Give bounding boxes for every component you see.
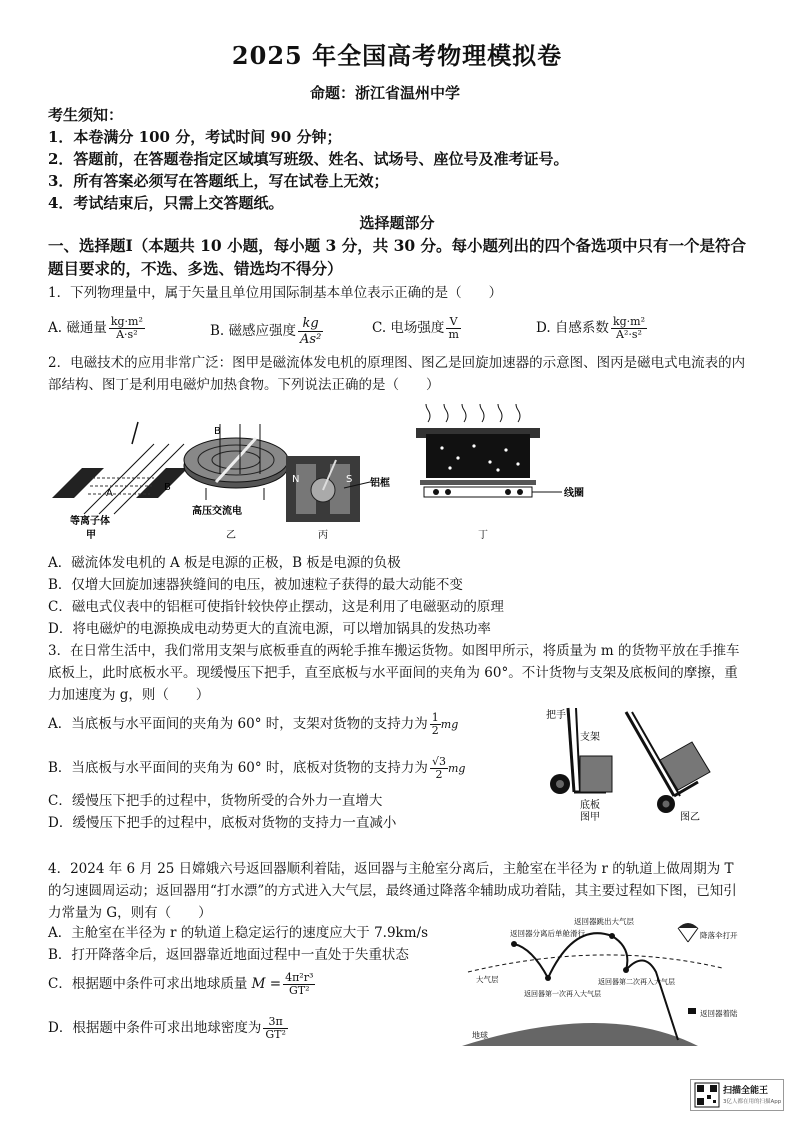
atm-label: 大气层 (476, 975, 499, 984)
fig3-yi-label: 图乙 (680, 812, 700, 823)
out-label: 返回器跳出大气层 (574, 917, 634, 926)
atmosphere-boundary (468, 955, 722, 972)
q1-option-d (536, 316, 647, 341)
scanner-watermark (690, 1079, 784, 1111)
scanner-name: 扫描全能王 (723, 1086, 769, 1096)
q3-a-den: 2 (431, 724, 439, 737)
q3-a-fraction (430, 712, 441, 737)
q1-d-fraction (611, 316, 647, 341)
notice-item: 4．考试结束后，只需上交答题纸。 (48, 194, 284, 212)
pole-s-label: S (346, 474, 353, 485)
sep-label: 返回器分离后单舱滑行 (510, 929, 585, 938)
q3-b-fraction (430, 756, 448, 781)
q1-a-fraction (109, 316, 145, 341)
plate-b-label: B (164, 482, 171, 493)
hv-label: 高压交流电 (192, 506, 242, 517)
q4-figure (462, 912, 752, 1046)
q1-d-label: D. 自感系数 (536, 320, 609, 336)
q3-figure (540, 700, 730, 824)
q4-d-fraction (263, 1016, 288, 1041)
second-label: 返回器第二次再入大气层 (598, 978, 675, 986)
q3-stem: 3．在日常生活中，我们常用支架与底板垂直的两轮手推车搬运货物。如图甲所示，将质量为 m 的货物平放在手推车底板上，此时底板水平。现缓慢压下把手，直至底板与水平面间的夹角为 60°。不计货物与支架及底板间的摩擦，重力加速度为 g，则（ ） (48, 643, 740, 703)
q4-stem: 4．2024 年 6 月 25 日嫦娥六号返回器顺利着陆，返回器与主舱室分离后，主舱室在半径为 r 的轨道上做周期为 T 的匀速圆周运动；返回器用“打水漂”的方式进入大气层，最终通过降落伞辅助成功着陆，其主要过程如下图，已知引力常量为 G，则有（ ） (48, 861, 737, 921)
q1-b-den: As² (300, 332, 322, 347)
cyclotron-diagram (184, 424, 288, 541)
frame-label: 铝框 (370, 478, 390, 489)
induction-coil (424, 487, 532, 497)
q1-option-c (372, 316, 461, 341)
pot (426, 434, 530, 478)
parachute-icon (678, 923, 698, 928)
q3-b-num: √3 (431, 755, 446, 768)
cargo-box (580, 756, 612, 792)
galvanometer-photo (286, 456, 390, 541)
q3-option-a (48, 712, 458, 737)
fig-bing-label: 丙 (318, 530, 328, 541)
notice-item: 2．答题前，在答题卷指定区域填写班级、姓名、试场号、座位号及准考证号。 (48, 150, 569, 168)
q2-option-a: A．磁流体发电机的 A 板是电源的正极，B 板是电源的负极 (48, 555, 401, 571)
q3-b-den: 2 (435, 768, 443, 781)
q1-a-label: A. 磁通量 (48, 320, 107, 336)
q4-c-eq: M = (251, 976, 282, 992)
q4-d-num: 3π (263, 1016, 288, 1029)
plasma-label: 等离子体 (70, 516, 110, 527)
q4-option-b: B．打开降落伞后，返回器靠近地面过程中一直处于失重状态 (48, 947, 409, 963)
q1-c-den: m (448, 328, 459, 341)
base-label: 底板 (580, 800, 600, 811)
q1-d-den: A²·s² (616, 328, 642, 341)
q3-option-c: C．缓慢压下把手的过程中，货物所受的合外力一直增大 (48, 793, 383, 809)
q1-c-num: V (446, 316, 460, 329)
capsule-icon (688, 1008, 696, 1014)
fig-jia-label: 甲 (86, 530, 96, 541)
section-title: 选择题部分 (359, 214, 435, 232)
exam-author: 命题：浙江省温州中学 (310, 84, 461, 102)
earth-surface (462, 1023, 698, 1046)
q3-a-text: A．当底板与水平面间的夹角为 60° 时，支架对货物的支持力为 (48, 716, 428, 732)
cooktop-surface (420, 480, 536, 485)
q2-option-c: C．磁电式仪表中的铝框可使指针较快停止摆动，这是利用了电磁驱动的原理 (48, 599, 504, 615)
chute-label: 降落伞打开 (700, 931, 738, 940)
cart-figure-a (546, 708, 612, 823)
q3-a-tail: mg (440, 718, 459, 731)
q1-stem: 1．下列物理量中，属于矢量且单位用国际制基本单位表示正确的是（ ） (48, 285, 503, 301)
fig-ding-label: 丁 (478, 530, 488, 541)
q4-c-fraction (283, 972, 315, 997)
q2-option-d: D．将电磁炉的电源换成电动势更大的直流电源，可以增加锅具的发热功率 (48, 621, 491, 637)
cart-frame (568, 708, 574, 792)
field-b-label: B (214, 426, 221, 437)
q2-figure (44, 404, 604, 548)
q4-option-a: A．主舱室在半径为 r 的轨道上稳定运行的速度应大于 7.9km/s (48, 925, 429, 941)
land-label: 返回器着陆 (700, 1009, 738, 1018)
induction-cooker-diagram (416, 404, 584, 541)
handle-label: 把手 (546, 710, 566, 721)
qr-code-icon (694, 1082, 720, 1108)
magnet-field-arrow (84, 444, 154, 514)
q1-option-b (210, 316, 323, 347)
notice-item: 3．所有答案必须写在答题纸上，写在试卷上无效； (48, 172, 389, 190)
q4-c-num: 4π²r³ (285, 971, 314, 984)
part-heading: 一、选择题Ⅰ（本题共 10 小题，每小题 3 分，共 30 分。每小题列出的四个备选项中只有一个是符合题目要求的，不选、多选、错选均不得分） (48, 236, 747, 278)
fig-yi-label: 乙 (226, 530, 236, 541)
plate-a (52, 468, 104, 498)
notice-item: 1．本卷满分 100 分，考试时间 90 分钟； (48, 128, 342, 146)
q1-c-label: C. 电场强度 (372, 320, 445, 336)
q1-b-label: B. 磁感应强度 (210, 323, 297, 339)
q1-c-fraction (446, 316, 460, 341)
q4-option-d (48, 1016, 288, 1041)
q1-d-num: kg·m² (612, 315, 645, 328)
q3-option-b (48, 756, 465, 781)
pole-n-label: N (292, 474, 300, 485)
q3-option-d: D．缓慢压下把手的过程中，底板对货物的支持力一直减小 (48, 815, 397, 831)
q1-a-den: A·s² (116, 328, 138, 341)
q2-option-b: B．仅增大回旋加速器狭缝间的电压，被加速粒子获得的最大动能不变 (48, 577, 463, 593)
plate-a-label: A (106, 488, 113, 499)
scanner-sub: 3亿人都在用的扫描App (723, 1099, 782, 1105)
notice-heading: 考生须知： (48, 106, 124, 124)
q2-stem: 2．电磁技术的应用非常广泛：图甲是磁流体发电机的原理图、图乙是回旋加速器的示意图、图丙是磁电式电流表的内部结构、图丁是利用电磁炉加热食物。下列说法正确的是（ ） (48, 355, 746, 393)
coil-label: 线圈 (564, 488, 584, 499)
exam-title: 2025 年全国高考物理模拟卷 (231, 41, 563, 70)
cart-figure-b (626, 712, 710, 823)
q3-b-text: B．当底板与水平面间的夹角为 60° 时，底板对货物的支持力为 (48, 760, 428, 776)
q3-a-num: 1 (431, 711, 439, 724)
q1-b-num: kg (298, 316, 323, 332)
q4-option-c (48, 972, 315, 997)
q1-option-a (48, 316, 145, 341)
q3-b-tail: mg (447, 762, 466, 775)
mhd-generator-diagram (52, 422, 188, 541)
frame-label: 支架 (580, 732, 600, 743)
q1-b-fraction (298, 316, 323, 347)
fig3-jia-label: 图甲 (580, 812, 600, 823)
q1-a-num: kg·m² (110, 315, 143, 328)
q4-d-text: D．根据题中条件可求出地球密度为 (48, 1020, 262, 1036)
q4-d-den: GT² (265, 1028, 286, 1041)
first-label: 返回器第一次再入大气层 (524, 990, 601, 998)
steam-icon (426, 404, 430, 422)
earth-label: 地球 (472, 1031, 488, 1040)
q4-c-den: GT² (288, 984, 310, 997)
q4-c-text: C．根据题中条件可求出地球质量 (48, 976, 248, 992)
